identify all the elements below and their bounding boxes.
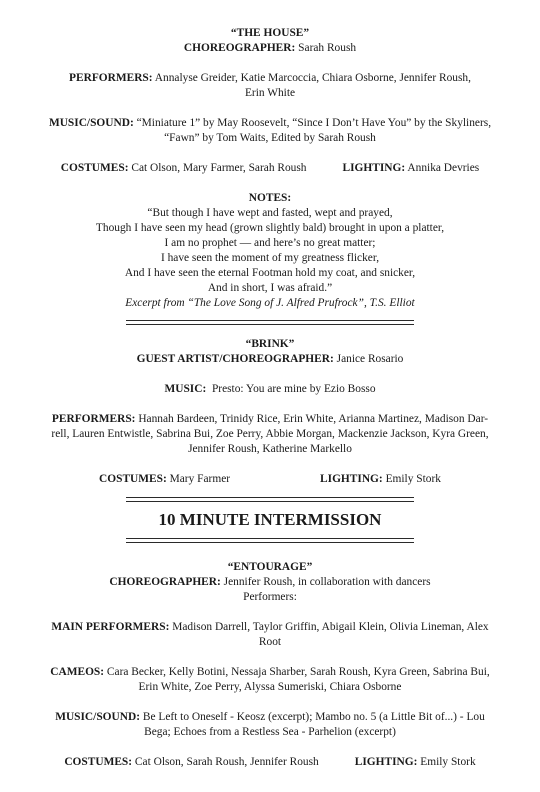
program-page: [30, 26, 510, 770]
intermission-heading: 10 MINUTE INTERMISSION: [158, 510, 382, 529]
lighting-label: LIGHTING:: [320, 473, 383, 485]
music-label: MUSIC/SOUND:: [48, 117, 134, 129]
choreographer-line: [30, 575, 510, 590]
costumes-line: [61, 161, 307, 176]
poem-line: I have seen the moment of my greatness flicker,: [160, 252, 380, 264]
costumes-lighting-row: [30, 161, 510, 176]
performers-label: PERFORMERS:: [51, 413, 136, 425]
performers-text: Hannah Bardeen, Trinidy Rice, Erin White, Arianna Martinez, Madison Dar-: [138, 413, 489, 425]
choreographer-label: GUEST ARTIST/CHOREOGRAPHER:: [136, 353, 334, 365]
cameos-label: CAMEOS:: [50, 666, 105, 678]
piece-title: “BRINK”: [245, 338, 295, 350]
notes-label: NOTES:: [248, 192, 292, 204]
costumes-label: COSTUMES:: [99, 473, 167, 485]
section-the-house: [30, 26, 510, 311]
piece-title: “THE HOUSE”: [230, 27, 310, 39]
music-text: Presto: You are mine by Ezio Bosso: [211, 383, 376, 395]
poem-citation: Excerpt from “The Love Song of J. Alfred Prufrock”, T.S. Elliot: [125, 297, 415, 309]
lighting-line: [320, 472, 441, 487]
choreographer-line: [30, 352, 510, 367]
performers-heading: Performers:: [243, 591, 297, 603]
main-performers-label: MAIN PERFORMERS:: [51, 621, 170, 633]
performers-text: Jennifer Roush, Katherine Markello: [188, 443, 352, 455]
music-text: “Fawn” by Tom Waits, Edited by Sarah Roush: [164, 132, 376, 144]
section-brink: [30, 337, 510, 487]
choreographer-label: CHOREOGRAPHER:: [109, 576, 221, 588]
choreographer-name: Sarah Roush: [298, 42, 357, 54]
music-label: MUSIC:: [164, 383, 207, 395]
costumes-text: Cat Olson, Mary Farmer, Sarah Roush: [131, 162, 307, 174]
costumes-text: Mary Farmer: [169, 473, 231, 485]
lighting-line: [355, 755, 476, 770]
lighting-label: LIGHTING:: [342, 162, 406, 174]
costumes-label: COSTUMES:: [64, 756, 133, 768]
choreographer-label: CHOREOGRAPHER:: [183, 42, 296, 54]
costumes-line: [99, 472, 230, 487]
main-performers-text: Madison Darrell, Taylor Griffin, Abigail Klein, Olivia Lineman, Alex: [172, 621, 489, 633]
cameos-block: [30, 665, 510, 695]
poem-line: And I have seen the eternal Footman hold my coat, and snicker,: [124, 267, 416, 279]
lighting-line: [343, 161, 480, 176]
choreographer-name: Janice Rosario: [336, 353, 404, 365]
poem-line: Though I have seen my head (grown slightly bald) brought in upon a platter,: [95, 222, 445, 234]
choreographer-name: Jennifer Roush, in collaboration with dancers: [223, 576, 431, 588]
lighting-text: Emily Stork: [385, 473, 441, 485]
music-text: Bega; Echoes from a Restless Sea - Parhelion (excerpt): [144, 726, 396, 738]
main-performers-block: [30, 620, 510, 650]
music-line: [30, 382, 510, 397]
cameos-text: Cara Becker, Kelly Botini, Nessaja Sharber, Sarah Roush, Kyra Green, Sabrina Bui,: [106, 666, 490, 678]
performers-block: [30, 412, 510, 457]
cameos-text: Erin White, Zoe Perry, Alyssa Sumeriski, Chiara Osborne: [138, 681, 402, 693]
poem-line: I am no prophet — and here’s no great matter;: [164, 237, 376, 249]
music-block: [30, 116, 510, 146]
choreographer-line: [30, 41, 510, 56]
lighting-label: LIGHTING:: [354, 756, 418, 768]
notes-block: [30, 191, 510, 311]
costumes-text: Cat Olson, Sarah Roush, Jennifer Roush: [134, 756, 319, 768]
costumes-line: [64, 755, 318, 770]
lighting-text: Emily Stork: [420, 756, 476, 768]
performers-block: [30, 71, 510, 101]
poem-line: “But though I have wept and fasted, wept and prayed,: [147, 207, 393, 219]
costumes-lighting-row: [30, 472, 510, 487]
section-entourage: [30, 560, 510, 770]
lighting-text: Annika Devries: [407, 162, 480, 174]
music-text: “Miniature 1” by May Roosevelt, “Since I Don’t Have You” by the Skyliners,: [136, 117, 492, 129]
performers-text: Erin White: [244, 87, 296, 99]
performers-label: PERFORMERS:: [69, 72, 153, 84]
section-divider: [126, 497, 414, 502]
piece-title: “ENTOURAGE”: [227, 561, 313, 573]
music-text: Be Left to Oneself - Keosz (excerpt); Mambo no. 5 (a Little Bit of...) - Lou: [142, 711, 485, 723]
music-label: MUSIC/SOUND:: [55, 711, 140, 723]
poem-line: And in short, I was afraid.”: [207, 282, 333, 294]
costumes-label: COSTUMES:: [60, 162, 129, 174]
performers-text: Annalyse Greider, Katie Marcoccia, Chiara Osborne, Jennifer Roush,: [154, 72, 471, 84]
costumes-lighting-row: [30, 755, 510, 770]
music-block: [30, 710, 510, 740]
main-performers-text: Root: [258, 636, 282, 648]
performers-text: rell, Lauren Entwistle, Sabrina Bui, Zoe Perry, Abbie Morgan, Mackenzie Jackson, Kyra Green,: [51, 428, 489, 440]
